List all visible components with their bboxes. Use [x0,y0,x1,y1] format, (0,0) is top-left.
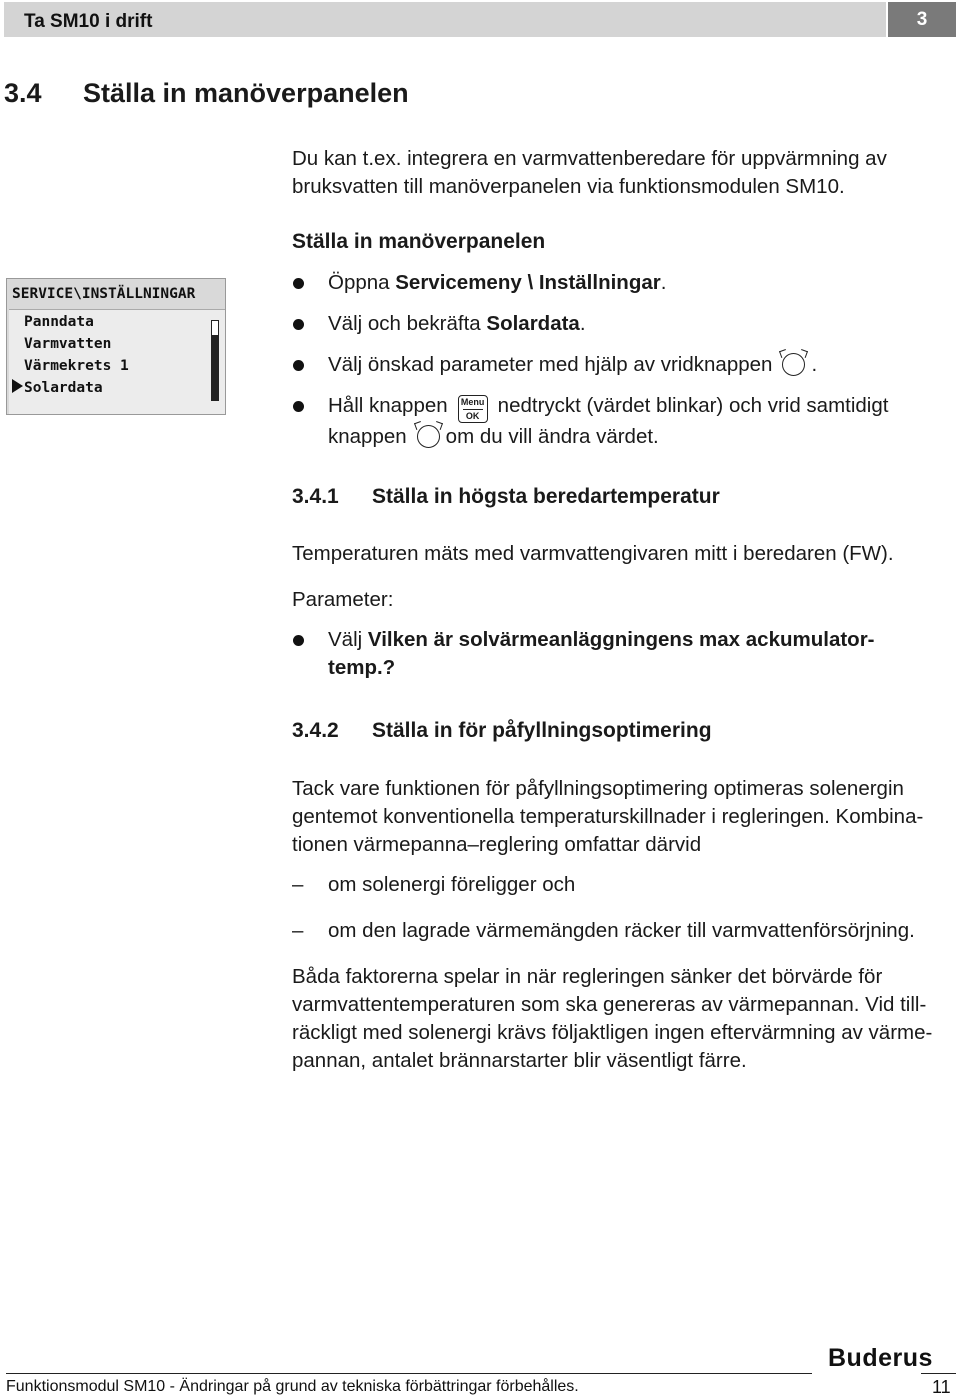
procedure-heading: Ställa in manöverpanelen [292,230,546,253]
step-emphasis: Servicemeny \ Inställningar [395,271,661,294]
paragraph-line: tionen värmepanna–reglering omfattar därvid [292,833,702,856]
subsection-number-341: 3.4.1 [292,485,339,508]
parameter-name-cont: temp.? [328,656,396,679]
condition-text: om den lagrade värmemängden räcker till varmvattenförsörjning. [328,919,915,942]
section-number: 3.4 [4,78,42,108]
menu-key-label: Menu [460,397,485,407]
footer-rule-page [921,1373,956,1374]
paragraph-line: pannan, antalet brännarstarter blir väsentligt färre. [292,1049,747,1072]
step-select-solardata [292,310,942,351]
paragraph-line: gentemot konventionella temperaturskillnader i regleringen. Kombina- [292,805,924,828]
chapter-title: Ta SM10 i drift [24,11,153,32]
paragraph-line: Båda faktorerna spelar in när regleringen sänker det börvärde för [292,965,883,988]
rotary-knob-icon [782,353,805,376]
service-display [6,278,226,415]
step-text: om du vill ändra värdet. [445,425,659,448]
condition-item [292,871,942,917]
intro-paragraph: Du kan t.ex. integrera en varmvattenberedare för uppvärmning av bruksvatten till manöverpanelen via funktionsmodulen SM10. [292,147,887,198]
step-text: . [811,353,818,376]
step-text: knappen [328,425,407,448]
condition-text: om solenergi föreligger och [328,873,576,896]
bullet-icon [293,635,304,646]
step-text: Välj önskad parameter med hjälp av vridknappen [328,353,773,376]
chapter-header-bar [4,2,886,37]
step-text: Håll knappen [328,394,448,417]
dash-marker: – [292,873,304,896]
bullet-icon [293,360,304,371]
bullet-icon [293,319,304,330]
menu-ok-button-icon [458,395,488,423]
sub2-paragraph-2 [292,963,957,1075]
paragraph-line: räckligt med solenergi krävs följaktligen ingen eftervärmning av värme- [292,1021,933,1044]
step-text: . [579,312,586,335]
parameter-name: Vilken är solvärmeanläggningens max ackumulator- [367,628,875,651]
scrollbar-thumb [212,335,218,400]
step-text: Välj [328,628,368,651]
condition-item [292,917,942,945]
selection-arrow-icon [12,379,23,393]
step-change-value [292,392,942,451]
parameter-list [292,626,942,682]
display-item-panndata: Panndata [24,314,94,330]
step-open-servicemenu [292,269,942,310]
display-title: SERVICE\INSTÄLLNINGAR [12,286,196,302]
rotary-knob-icon [417,425,440,448]
display-item-varmekrets: Värmekrets 1 [24,358,129,374]
page-number: 11 [932,1377,951,1397]
buderus-logo: Buderus [828,1344,933,1372]
procedure-steps [292,269,942,451]
step-emphasis: Solardata [486,312,580,335]
display-scrollbar [211,320,219,401]
subsection-title-342: Ställa in för påfyllningsoptimering [372,719,712,742]
paragraph-line: varmvattentemperaturen som ska genereras av värmepannan. Vid till- [292,993,927,1016]
subsection-title-341: Ställa in högsta beredartemperatur [372,485,720,508]
paragraph-line: Tack vare funktionen för påfyllningsoptimering optimeras solenergin [292,777,904,800]
footer-text: Funktionsmodul SM10 - Ändringar på grund av tekniska förbättringar förbehålles. [6,1378,579,1395]
display-item-varmvatten: Varmvatten [24,336,112,352]
step-text: nedtryckt (värdet blinkar) och vrid samtidigt [497,394,889,417]
subsection-number-342: 3.4.2 [292,719,339,742]
footer-rule [6,1373,812,1374]
ok-key-label: OK [463,409,483,422]
step-choose-parameter [292,351,942,392]
step-text: . [660,271,667,294]
sub2-paragraph-1 [292,775,952,859]
display-menu [9,309,225,414]
condition-list [292,871,942,945]
bullet-icon [293,401,304,412]
dash-marker: – [292,919,304,942]
display-item-solardata: Solardata [24,380,103,396]
section-title: Ställa in manöverpanelen [83,78,409,108]
parameter-label: Parameter: [292,588,394,611]
chapter-number: 3 [888,2,956,37]
parameter-item [292,626,942,682]
sub1-text: Temperaturen mäts med varmvattengivaren mitt i beredaren (FW). [292,542,894,565]
bullet-icon [293,278,304,289]
step-text: Öppna [328,271,396,294]
step-text: Välj och bekräfta [328,312,487,335]
